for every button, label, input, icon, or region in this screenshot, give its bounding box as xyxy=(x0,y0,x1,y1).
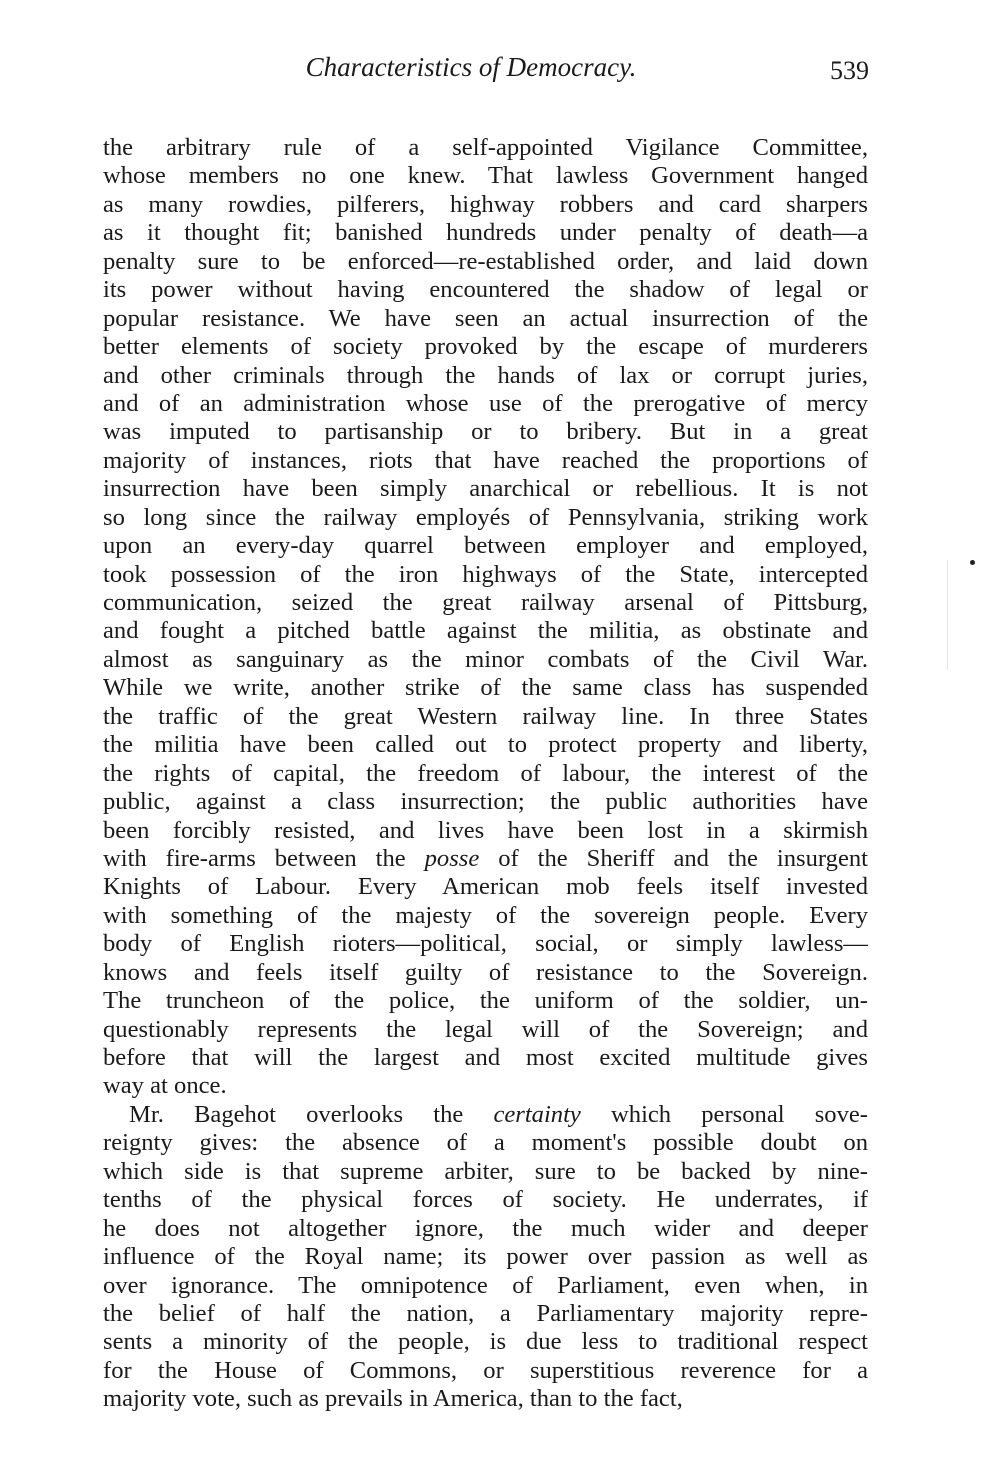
text-segment: which personal sove- xyxy=(580,1100,868,1128)
text-line: over ignorance. The omnipotence of Parliament, even when, in xyxy=(103,1271,868,1299)
paragraph xyxy=(103,1101,868,1414)
text-line: before that will the largest and most excited multitude gives xyxy=(103,1044,868,1071)
text-line: popular resistance. We have seen an actual insurrection of the xyxy=(103,304,868,332)
text-line: its power without having encountered the shadow of legal or xyxy=(103,276,868,304)
text-line: for the House of Commons, or superstitious reverence for a xyxy=(103,1356,868,1384)
text-line: whose members no one knew. That lawless Government hanged xyxy=(103,162,868,190)
italic-emphasis: certainty xyxy=(493,1100,581,1128)
text-line xyxy=(103,845,868,873)
text-line: influence of the Royal name; its power over passion as well as xyxy=(103,1243,868,1271)
text-line: with something of the majesty of the sovereign people. Every xyxy=(103,901,868,929)
text-segment: Mr. Bagehot overlooks the xyxy=(129,1100,494,1128)
text-segment: of the Sheriff and the insurgent xyxy=(479,844,868,872)
text-line: and fought a pitched battle against the militia, as obstinate and xyxy=(103,617,868,645)
scan-speck xyxy=(970,560,975,565)
text-line: majority of instances, riots that have reached the proportions of xyxy=(103,446,868,474)
text-line: way at once. xyxy=(103,1072,227,1100)
text-line: and of an administration whose use of the prerogative of mercy xyxy=(103,389,868,417)
body-text xyxy=(103,134,868,1414)
text-line: been forcibly resisted, and lives have been lost in a skirmish xyxy=(103,816,868,844)
text-line: the militia have been called out to protect property and liberty, xyxy=(103,731,868,759)
text-line: was imputed to partisanship or to bribery. But in a great xyxy=(103,418,868,446)
italic-emphasis: posse xyxy=(424,844,480,872)
text-line: he does not altogether ignore, the much wider and deeper xyxy=(103,1214,868,1242)
text-line: public, against a class insurrection; the public authorities have xyxy=(103,788,868,816)
text-line: the arbitrary rule of a self-appointed Vigilance Committee, xyxy=(103,134,868,161)
text-line: sents a minority of the people, is due less to traditional respect xyxy=(103,1328,868,1356)
text-line: so long since the railway employés of Pennsylvania, striking work xyxy=(103,503,868,531)
text-line: as many rowdies, pilferers, highway robbers and card sharpers xyxy=(103,190,868,218)
text-line: questionably represents the legal will of the Sovereign; and xyxy=(103,1015,868,1043)
text-line: knows and feels itself guilty of resistance to the Sovereign. xyxy=(103,958,868,986)
text-line: body of English rioters—political, social, or simply lawless— xyxy=(103,930,868,958)
text-line: The truncheon of the police, the uniform of the soldier, un- xyxy=(103,987,868,1015)
text-line: penalty sure to be enforced—re-established order, and laid down xyxy=(103,247,868,275)
text-line: While we write, another strike of the same class has suspended xyxy=(103,674,868,702)
text-line: communication, seized the great railway arsenal of Pittsburg, xyxy=(103,589,868,616)
text-line: insurrection have been simply anarchical or rebellious. It is not xyxy=(103,475,868,503)
text-line: Knights of Labour. Every American mob feels itself invested xyxy=(103,873,868,901)
text-line: as it thought fit; banished hundreds under penalty of death—a xyxy=(103,219,868,247)
page-number: 539 xyxy=(830,56,869,85)
text-line: almost as sanguinary as the minor combats of the Civil War. xyxy=(103,645,868,673)
text-line xyxy=(103,1101,868,1129)
text-line: the traffic of the great Western railway line. In three States xyxy=(103,702,868,730)
scan-mark xyxy=(947,560,948,670)
text-line: which side is that supreme arbiter, sure to be backed by nine- xyxy=(103,1157,868,1185)
text-line: reignty gives: the absence of a moment's possible doubt on xyxy=(103,1129,868,1157)
text-line: the rights of capital, the freedom of labour, the interest of the xyxy=(103,759,868,787)
text-line: better elements of society provoked by the escape of murderers xyxy=(103,333,868,361)
running-title: Characteristics of Democracy. xyxy=(305,52,637,82)
text-segment: with fire-arms between the xyxy=(103,844,425,872)
text-line: and other criminals through the hands of lax or corrupt juries, xyxy=(103,361,868,389)
page-header xyxy=(103,52,869,92)
text-line: took possession of the iron highways of the State, intercepted xyxy=(103,560,868,588)
text-line: the belief of half the nation, a Parliamentary majority repre- xyxy=(103,1299,868,1327)
text-line: upon an every-day quarrel between employer and employed, xyxy=(103,532,868,560)
paragraph xyxy=(103,134,868,1101)
text-line: majority vote, such as prevails in America, than to the fact, xyxy=(103,1385,683,1413)
text-line: tenths of the physical forces of society. He underrates, if xyxy=(103,1186,868,1214)
